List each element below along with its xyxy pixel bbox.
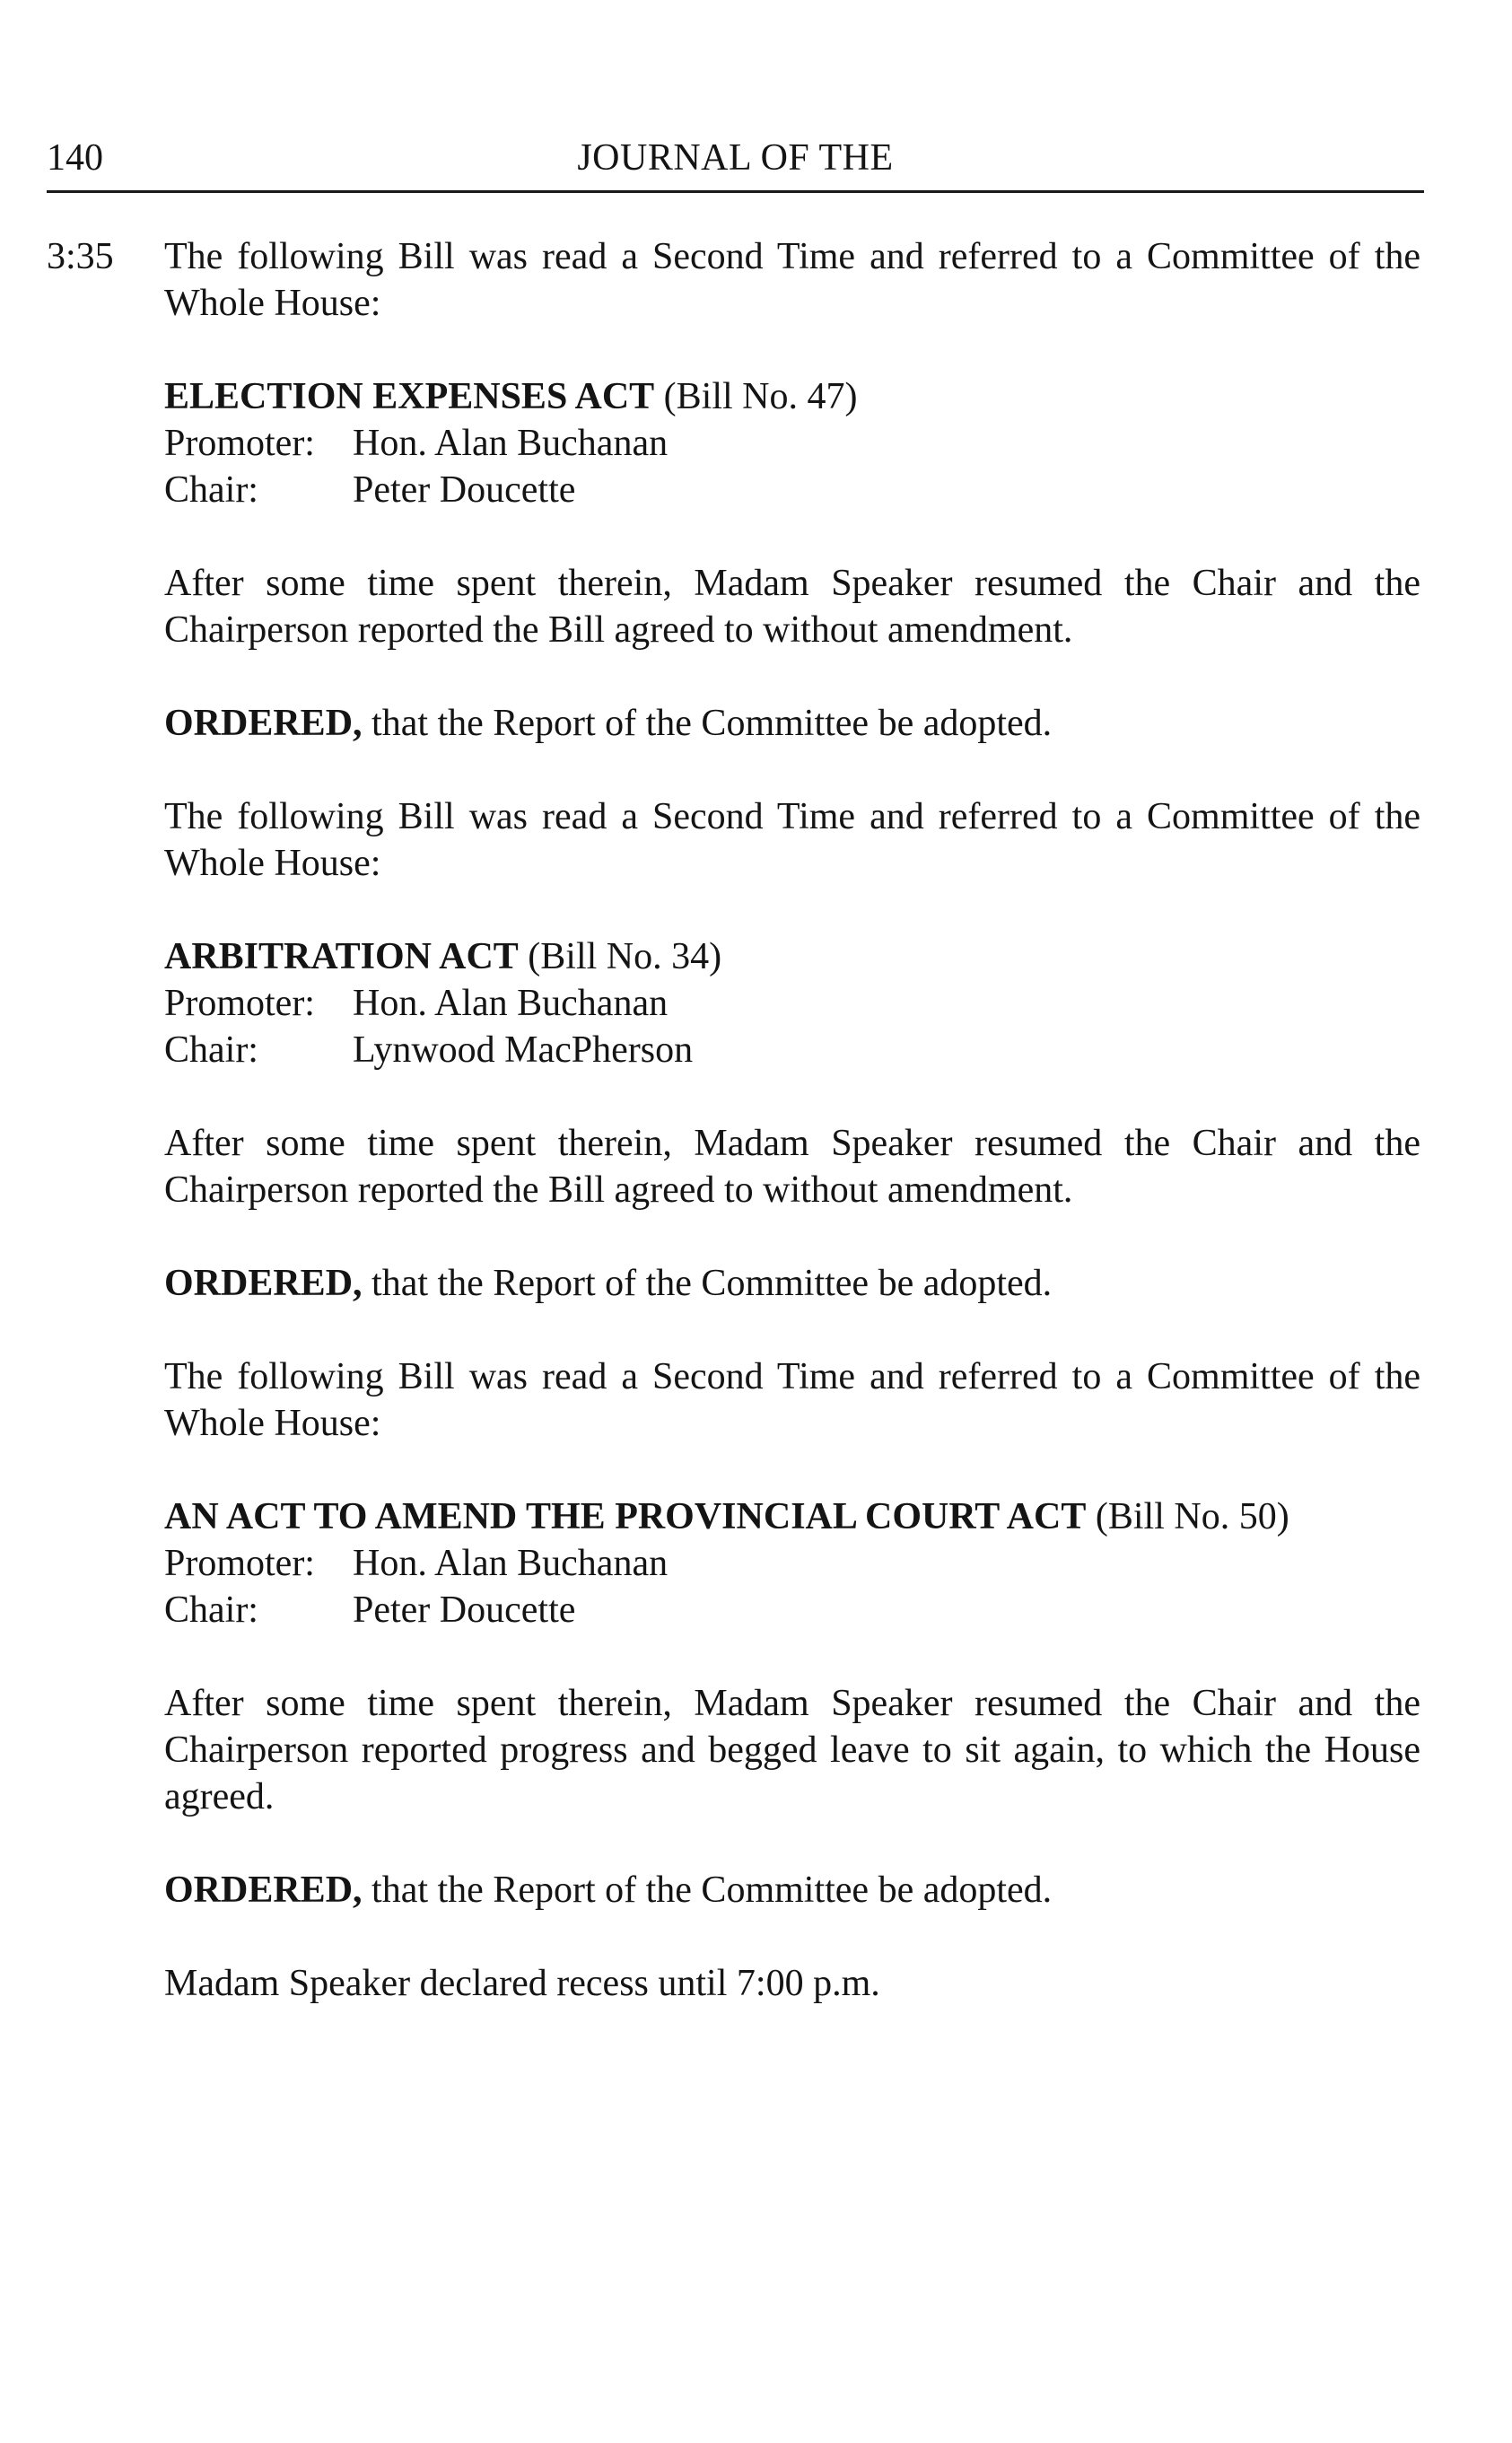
paragraph: After some time spent therein, Madam Speaker resumed the Chair and the Chairperson reported the Bill agreed to without amendment.	[164, 1123, 1420, 1211]
bill-heading	[164, 373, 1420, 420]
chair-label: Chair:	[164, 1029, 258, 1071]
promoter-label: Promoter:	[164, 983, 315, 1024]
chair-name: Peter Doucette	[353, 1589, 576, 1631]
chair-row	[164, 467, 1420, 513]
paragraph: After some time spent therein, Madam Speaker resumed the Chair and the Chairperson reported progress and begged leave to sit again, to which the House agreed.	[164, 1683, 1420, 1817]
ordered-paragraph	[164, 1867, 1420, 1913]
paragraph: The following Bill was read a Second Time and referred to a Committee of the Whole House:	[164, 236, 1420, 324]
promoter-name: Hon. Alan Buchanan	[353, 1543, 669, 1584]
promoter-row	[164, 980, 1420, 1027]
chair-label: Chair:	[164, 469, 258, 511]
running-head: JOURNAL OF THE	[577, 137, 894, 179]
bill-heading	[164, 933, 1420, 980]
promoter-name: Hon. Alan Buchanan	[353, 423, 669, 464]
bill-title: ELECTION EXPENSES ACT	[164, 376, 655, 417]
paragraph: The following Bill was read a Second Time and referred to a Committee of the Whole House:	[164, 1356, 1420, 1444]
bill-title: ARBITRATION ACT	[164, 936, 519, 977]
bill-title: AN ACT TO AMEND THE PROVINCIAL COURT ACT	[164, 1496, 1087, 1537]
chair-row	[164, 1027, 1420, 1073]
bill-heading	[164, 1493, 1420, 1540]
journal-body	[164, 233, 1420, 2053]
ordered-lead: ORDERED,	[164, 1869, 363, 1911]
promoter-row	[164, 1540, 1420, 1587]
promoter-label: Promoter:	[164, 423, 315, 464]
ordered-text: that the Report of the Committee be adopted.	[362, 1869, 1053, 1911]
ordered-lead: ORDERED,	[164, 1263, 363, 1304]
bill-number: (Bill No. 50)	[1095, 1496, 1289, 1537]
paragraph: After some time spent therein, Madam Speaker resumed the Chair and the Chairperson reported the Bill agreed to without amendment.	[164, 563, 1420, 651]
ordered-text: that the Report of the Committee be adopted.	[362, 703, 1053, 744]
ordered-lead: ORDERED,	[164, 703, 363, 744]
bill-entry	[164, 933, 1420, 1073]
chair-row	[164, 1587, 1420, 1633]
bill-entry	[164, 373, 1420, 513]
paragraph: The following Bill was read a Second Time and referred to a Committee of the Whole House:	[164, 796, 1420, 884]
page-number: 140	[47, 137, 103, 179]
bill-number: (Bill No. 47)	[663, 376, 858, 417]
bill-entry	[164, 1493, 1420, 1633]
ordered-paragraph	[164, 1260, 1420, 1307]
chair-label: Chair:	[164, 1589, 258, 1631]
recess-paragraph: Madam Speaker declared recess until 7:00 p.m.	[164, 1963, 880, 2004]
ordered-paragraph	[164, 700, 1420, 747]
promoter-label: Promoter:	[164, 1543, 315, 1584]
time-stamp: 3:35	[47, 236, 114, 277]
bill-number: (Bill No. 34)	[528, 936, 722, 977]
chair-name: Peter Doucette	[353, 469, 576, 511]
page-header	[47, 135, 1424, 193]
promoter-name: Hon. Alan Buchanan	[353, 983, 669, 1024]
promoter-row	[164, 420, 1420, 467]
chair-name: Lynwood MacPherson	[353, 1029, 694, 1071]
ordered-text: that the Report of the Committee be adopted.	[362, 1263, 1053, 1304]
